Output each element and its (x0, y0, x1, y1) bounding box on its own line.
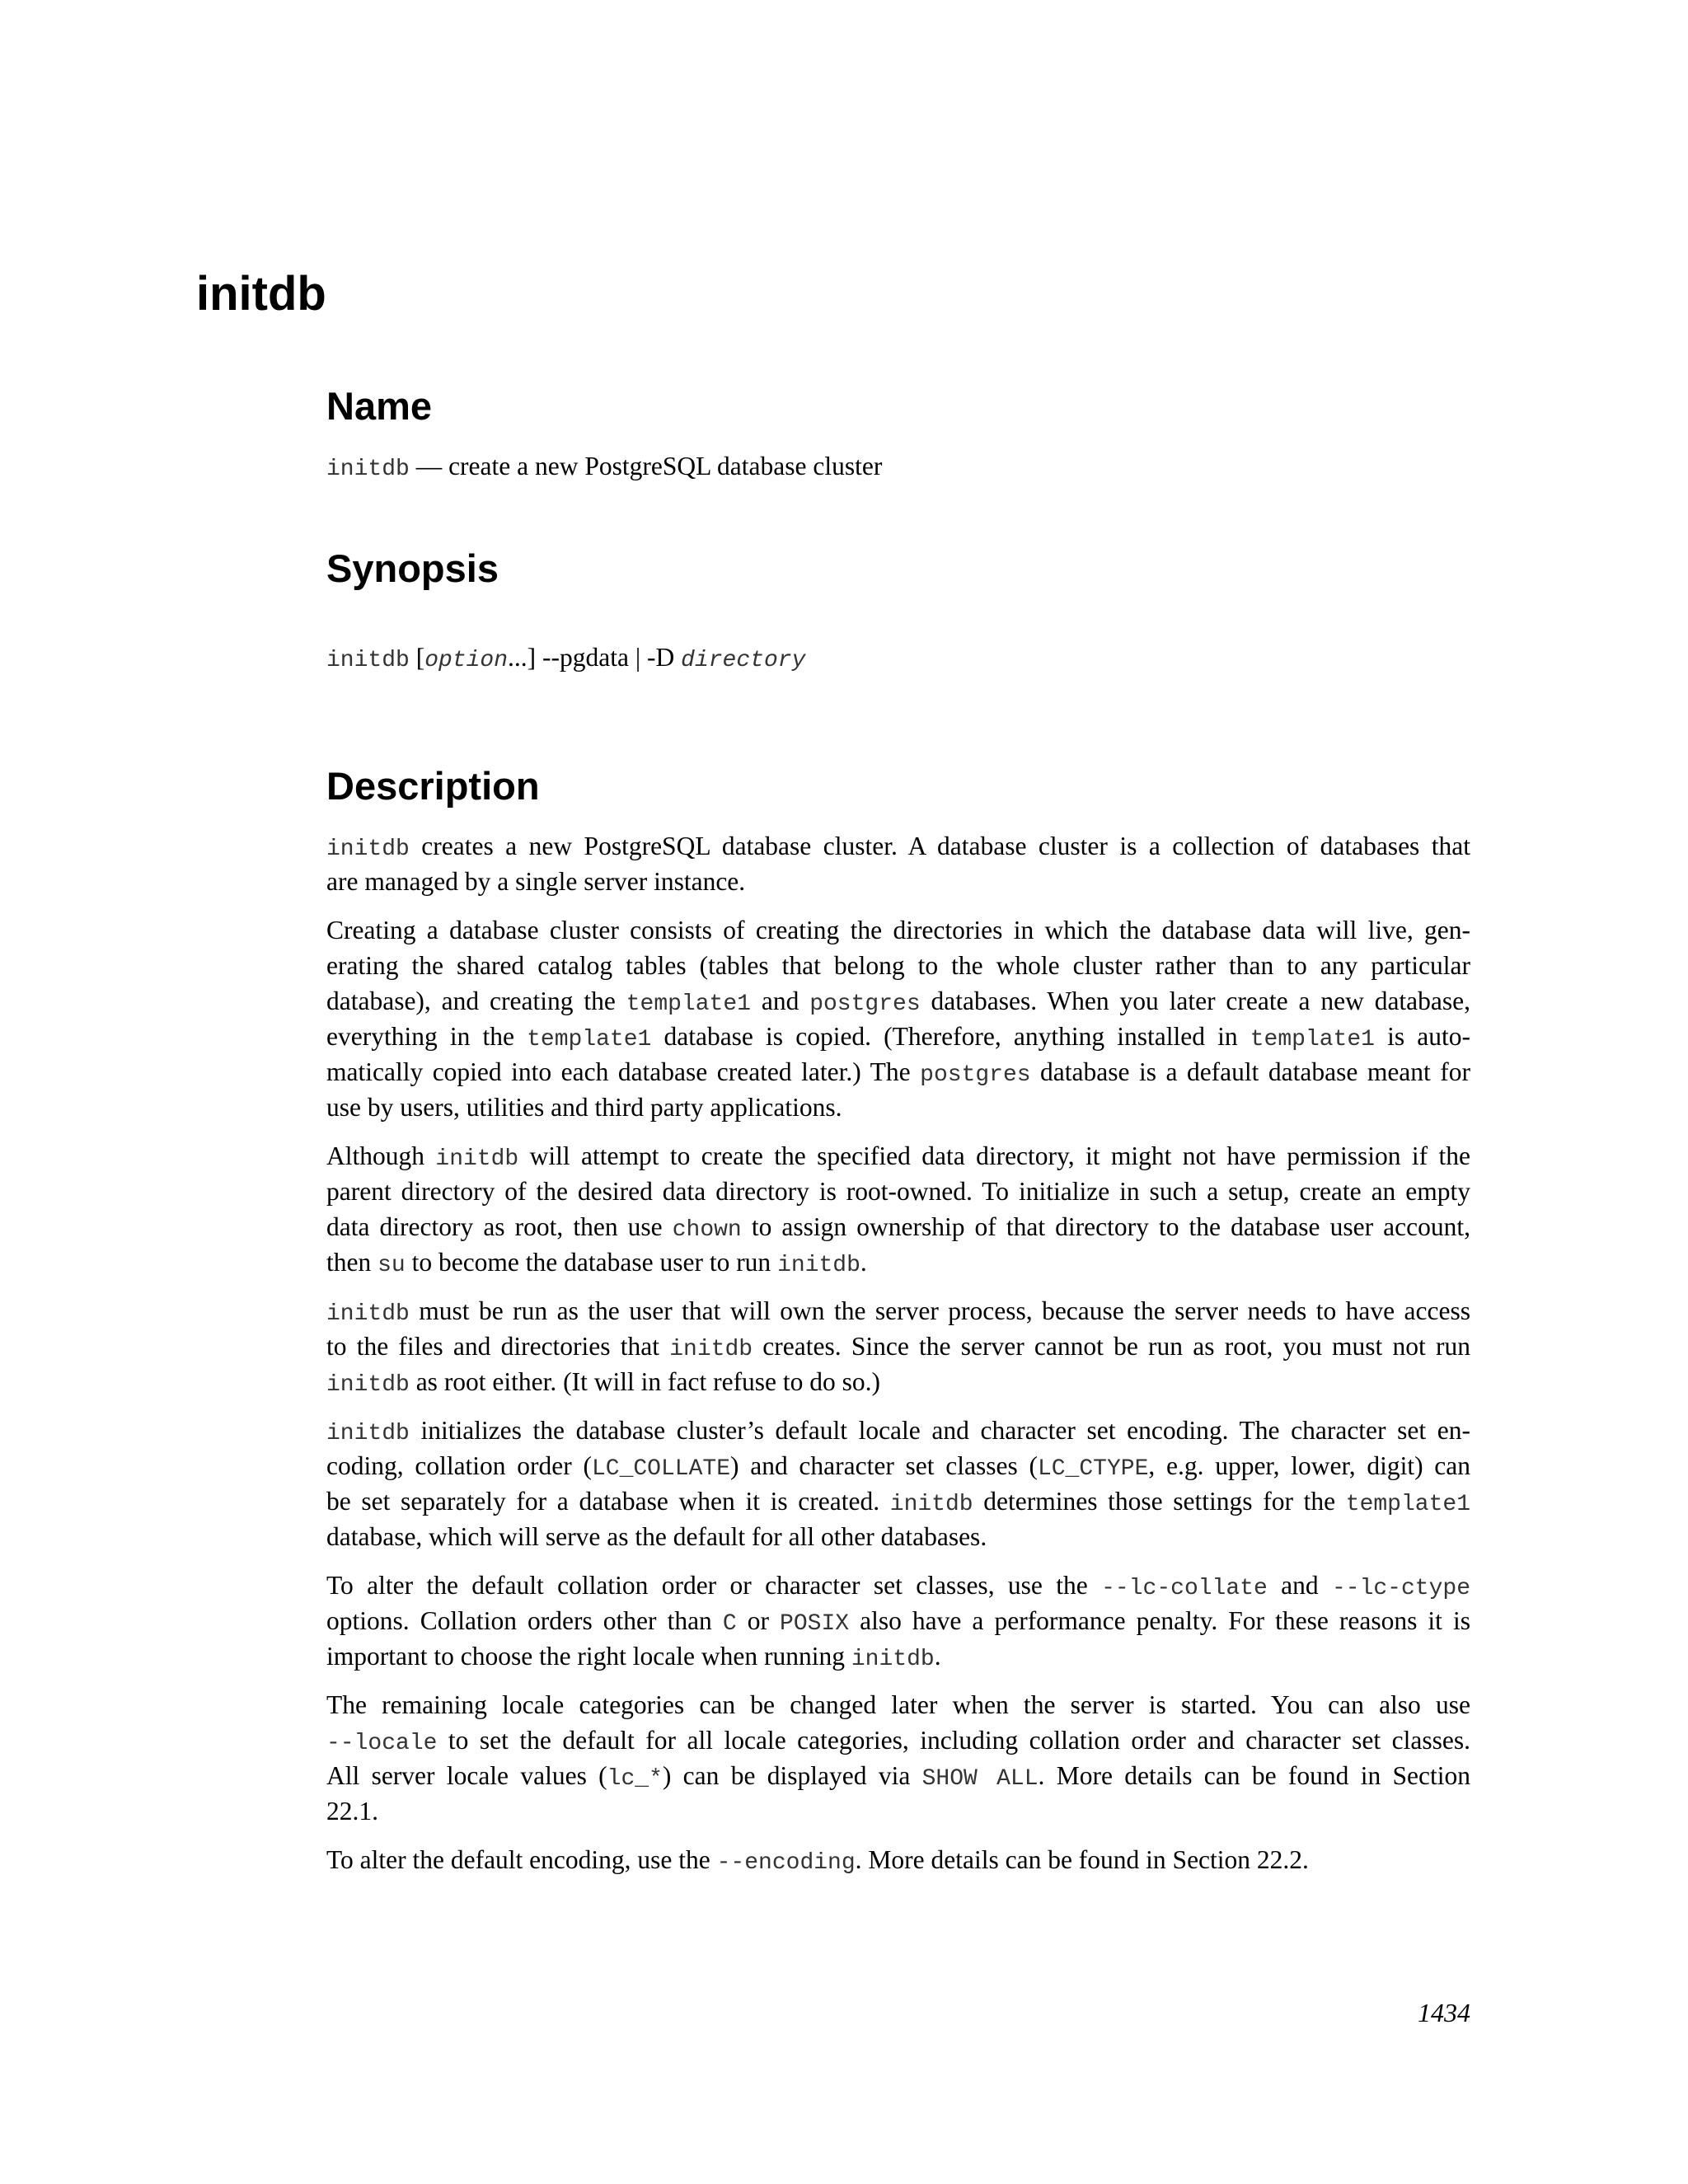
description-line (326, 948, 1470, 983)
description-line (326, 1793, 1470, 1829)
code-span: template1 (527, 1027, 652, 1052)
text-span: to set the default for all locale categories, including collation order and character set classes. (437, 1726, 1470, 1755)
code-span: initdb (326, 1421, 410, 1446)
code-span: su (377, 1253, 406, 1278)
code-span: --lc-collate (1101, 1576, 1268, 1601)
code-span: initdb (435, 1146, 519, 1172)
text-span: The remaining locale categories can be changed later when the server is started. You can also use (326, 1690, 1470, 1719)
text-span: creates. Since the server cannot be run as root, you must not run (753, 1332, 1471, 1361)
synopsis-command: initdb (326, 648, 410, 673)
code-span: template1 (1345, 1492, 1470, 1517)
code-span: initdb (777, 1253, 860, 1278)
code-span: POSIX (780, 1611, 850, 1637)
description-line (326, 1209, 1470, 1248)
page-title: initdb (196, 267, 326, 321)
code-span: lc_* (607, 1766, 663, 1792)
description-heading: Description (326, 764, 540, 808)
description-line (326, 1603, 1470, 1642)
description-line (326, 1413, 1470, 1451)
text-span: to become the database user to run (405, 1248, 778, 1277)
text-span: use by users, utilities and third party applications. (326, 1093, 842, 1122)
synopsis-flags: ...] --pgdata | -D (508, 643, 682, 672)
text-span: To alter the default encoding, use the (326, 1845, 717, 1874)
description-line (326, 1090, 1470, 1125)
code-span: --lc-ctype (1331, 1576, 1470, 1601)
text-span: options. Collation orders other than (326, 1606, 723, 1635)
code-span: initdb (326, 1301, 410, 1327)
code-span: initdb (326, 837, 410, 862)
text-span: will attempt to create the specified data directory, it might not have permission if the (518, 1141, 1470, 1170)
description-line (326, 864, 1470, 899)
text-span: to the files and directories that (326, 1332, 670, 1361)
text-span: . (934, 1642, 941, 1671)
text-span: and (1267, 1571, 1332, 1600)
text-span: or (736, 1606, 781, 1635)
text-span: initializes the database cluster’s default locale and character set encoding. The character set en- (409, 1416, 1470, 1445)
description-line (326, 1138, 1470, 1177)
text-span: be set separately for a database when it is created. (326, 1487, 890, 1516)
synopsis-heading: Synopsis (326, 546, 499, 590)
text-span: erating the shared catalog tables (tables that belong to the whole cluster rather than to any particular (326, 951, 1470, 980)
name-line (326, 448, 1470, 487)
text-span: also have a performance penalty. For these reasons it is (849, 1606, 1470, 1635)
description-line (326, 1758, 1470, 1797)
description-line (326, 1329, 1470, 1367)
text-span: everything in the (326, 1022, 528, 1051)
code-span: initdb (326, 1372, 410, 1398)
text-span: , e.g. upper, lower, digit) can (1148, 1451, 1470, 1480)
text-span: database is copied. (Therefore, anything installed in (651, 1022, 1250, 1051)
description-line (326, 1019, 1470, 1057)
description-line (326, 1448, 1470, 1487)
text-span: To alter the default collation order or character set classes, use the (326, 1571, 1102, 1600)
code-span: template1 (626, 991, 751, 1017)
description-line (326, 1519, 1470, 1554)
code-span: --locale (326, 1731, 438, 1756)
text-span: parent directory of the desired data directory is root-owned. To initialize in such a setup, create an empty (326, 1177, 1470, 1206)
text-span: database is a default database meant for (1030, 1057, 1471, 1086)
text-span: must be run as the user that will own the server process, because the server needs to have access (409, 1296, 1470, 1325)
text-span: database, which will serve as the default for all other databases. (326, 1522, 987, 1551)
description-line (326, 1054, 1470, 1093)
description-line (326, 1568, 1470, 1606)
description-line (326, 1687, 1470, 1722)
text-span: . (860, 1248, 867, 1277)
text-span: ) and character set classes ( (730, 1451, 1038, 1480)
code-span: C (722, 1611, 737, 1637)
text-span: then (326, 1248, 378, 1277)
text-span: ) can be displayed via (662, 1761, 922, 1790)
text-span: . More details can be found in Section (1038, 1761, 1470, 1790)
code-span: chown (672, 1217, 742, 1243)
code-span: postgres (809, 991, 921, 1017)
description-line (326, 912, 1470, 948)
text-span: matically copied into each database created later.) The (326, 1057, 921, 1086)
text-span: and (750, 987, 810, 1015)
text-span: All server locale values ( (326, 1761, 607, 1790)
text-span: database), and creating the (326, 987, 626, 1015)
description-line (326, 983, 1470, 1022)
description-line (326, 1638, 1470, 1677)
text-span: as root either. (It will in fact refuse to do so.) (409, 1367, 881, 1396)
text-span: creates a new PostgreSQL database cluster. A database cluster is a collection of databases that (409, 832, 1470, 860)
page-number: 1434 (1418, 1998, 1470, 2027)
command-name: initdb (326, 457, 410, 482)
text-span: 22.1. (326, 1797, 378, 1825)
command-summary: — create a new PostgreSQL database cluster (409, 452, 883, 480)
description-line (326, 1842, 1470, 1881)
code-span: postgres (920, 1062, 1031, 1088)
text-span: Although (326, 1141, 436, 1170)
name-heading: Name (326, 384, 433, 428)
description-line (326, 1174, 1470, 1209)
text-span: determines those settings for the (973, 1487, 1346, 1516)
text-span: Creating a database cluster consists of creating the directories in which the database data will live, gen- (326, 916, 1470, 944)
synopsis-line (326, 640, 1470, 678)
text-span: is auto- (1374, 1022, 1470, 1051)
synopsis-option: option (424, 648, 509, 673)
code-span: SHOW ALL (921, 1766, 1039, 1792)
text-span: databases. When you later create a new database, (920, 987, 1471, 1015)
code-span: template1 (1250, 1027, 1375, 1052)
code-span: initdb (851, 1647, 935, 1672)
description-line (326, 1293, 1470, 1332)
description-line (326, 828, 1470, 867)
text-span: to assign ownership of that directory to the database user account, (741, 1212, 1470, 1241)
description-line (326, 1483, 1470, 1522)
text-span: data directory as root, then use (326, 1212, 673, 1241)
text-span: are managed by a single server instance. (326, 867, 746, 896)
synopsis-bracket: [ (409, 643, 425, 672)
synopsis-directory: directory (681, 648, 806, 673)
code-span: LC_CTYPE (1037, 1456, 1149, 1482)
code-span: LC_COLLATE (591, 1456, 730, 1482)
code-span: initdb (669, 1337, 753, 1362)
text-span: important to choose the right locale when running (326, 1642, 851, 1671)
text-span: . More details can be found in Section 22.2. (855, 1845, 1309, 1874)
code-span: --encoding (716, 1850, 856, 1876)
code-span: initdb (889, 1492, 973, 1517)
text-span: coding, collation order ( (326, 1451, 592, 1480)
description-line (326, 1244, 1470, 1283)
description-line (326, 1722, 1470, 1761)
description-line (326, 1364, 1470, 1403)
